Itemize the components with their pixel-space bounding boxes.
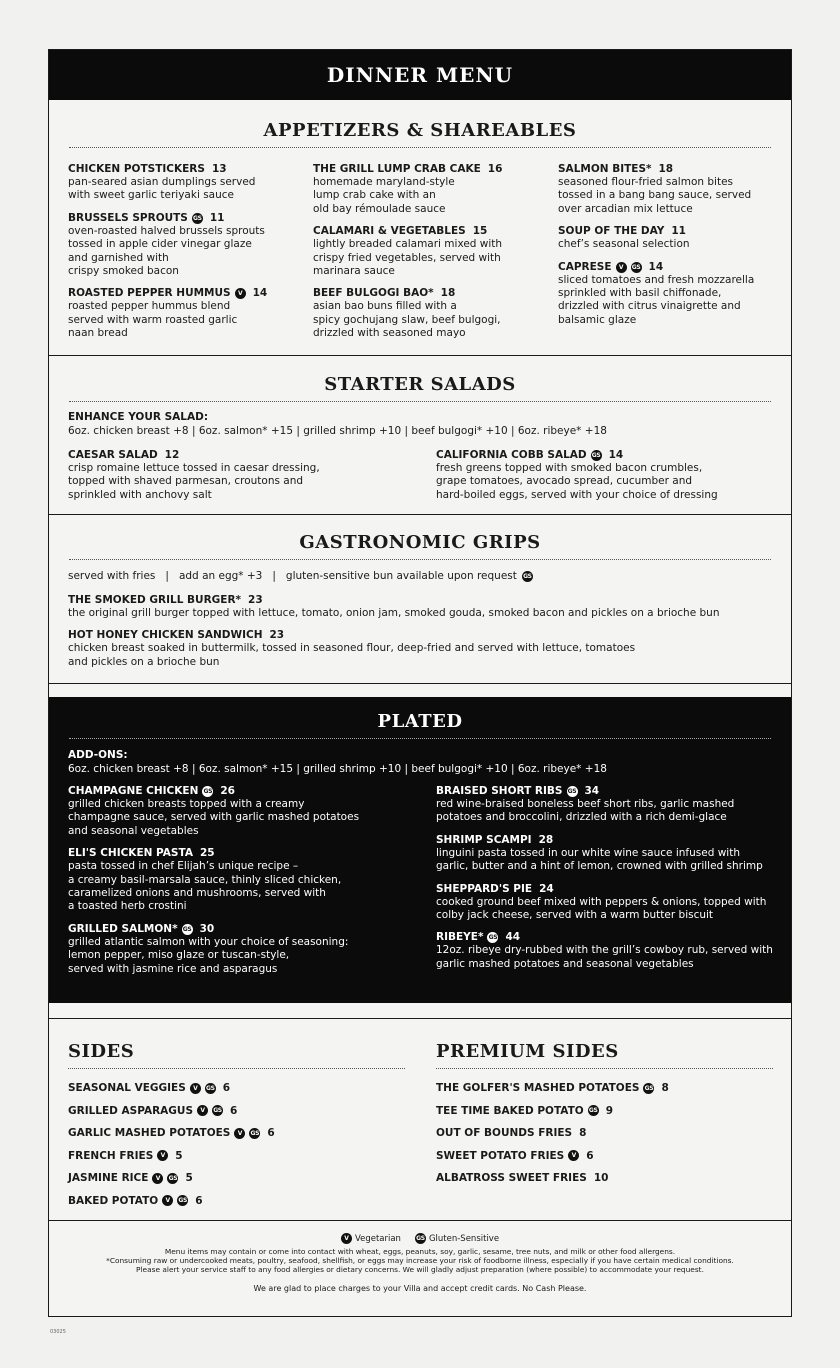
gluten-sensitive-icon: GS xyxy=(523,572,532,580)
menu-item-price: 12 xyxy=(164,449,180,461)
side-item-price: 6 xyxy=(195,1194,203,1207)
menu-item xyxy=(68,785,436,838)
menu-item-price: 23 xyxy=(269,629,285,642)
menu-item xyxy=(313,163,558,216)
section-divider xyxy=(49,355,791,356)
menu-item-name-row xyxy=(436,883,786,896)
gluten-sensitive-icon: GS xyxy=(178,1197,188,1205)
menu-item xyxy=(68,629,778,669)
menu-item-price: 14 xyxy=(608,449,624,461)
menu-item-name-row xyxy=(558,163,788,176)
menu-item xyxy=(558,225,788,251)
menu-item xyxy=(313,287,558,340)
menu-item-name: GRILLED SALMON* xyxy=(68,922,178,935)
grips-items xyxy=(68,594,778,678)
appetizers-section xyxy=(49,120,791,148)
menu-item-price: 26 xyxy=(220,785,235,797)
menu-item-name-row xyxy=(68,847,436,860)
gluten-sensitive-icon: GS xyxy=(644,1084,654,1092)
menu-item-name-row xyxy=(313,225,558,238)
menu-item-price: 24 xyxy=(539,882,554,895)
side-item-price: 9 xyxy=(605,1104,613,1117)
legend-vegetarian-label: Vegetarian xyxy=(354,1233,401,1244)
side-item-price: 8 xyxy=(661,1082,669,1095)
menu-item-price: 28 xyxy=(538,833,554,846)
side-item xyxy=(436,1077,773,1100)
side-item xyxy=(436,1167,773,1190)
section-divider xyxy=(49,1220,791,1221)
menu-item-price: 44 xyxy=(505,931,521,944)
menu-item-name: ELI'S CHICKEN PASTA xyxy=(68,847,193,860)
menu-item-name: CAPRESE xyxy=(558,260,612,273)
allergen-notice xyxy=(49,1248,791,1274)
vegetarian-icon: V xyxy=(616,262,627,273)
menu-item-name: CALIFORNIA COBB SALAD xyxy=(436,449,587,461)
side-item xyxy=(68,1100,405,1123)
side-item-name: BAKED POTATO xyxy=(68,1194,159,1207)
menu-item-description: grilled chicken breasts topped with a creamy champagne sauce, served with garlic mashed potatoes and seasonal vegetables xyxy=(68,798,360,837)
menu-item-price: 14 xyxy=(648,260,664,273)
menu-item-description: seasoned flour-fried salmon bites tossed in a bang bang sauce, served over arcadian mix lettuce xyxy=(558,176,752,215)
gluten-sensitive-icon: GS xyxy=(182,925,192,933)
menu-frame xyxy=(48,49,792,1317)
side-item xyxy=(68,1190,405,1213)
section-divider xyxy=(49,514,791,515)
menu-item xyxy=(68,847,436,914)
side-item-name: GARLIC MASHED POTATOES xyxy=(68,1127,231,1140)
menu-item-name-row xyxy=(436,449,786,462)
menu-item-name-row xyxy=(436,785,786,798)
menu-item-name: SALMON BITES* xyxy=(558,163,652,175)
allergen-text: Menu items may contain or come into contact with wheat, eggs, peanuts, soy, garlic, sesame, tree nuts, and milk or other food allergens. xyxy=(164,1247,676,1256)
divider-dotted xyxy=(436,1068,773,1069)
menu-item-description: the original grill burger topped with lettuce, tomato, onion jam, smoked gouda, smoked bacon and pickles on a brioche bun xyxy=(68,607,720,619)
menu-item-price: 11 xyxy=(209,211,225,224)
menu-item xyxy=(313,225,558,278)
menu-item-name: ROASTED PEPPER HUMMUS xyxy=(68,287,231,300)
menu-item-name-row xyxy=(558,261,788,274)
side-item-price: 6 xyxy=(586,1149,594,1162)
vegetarian-icon: V xyxy=(235,288,246,299)
menu-item-name: SHEPPARD'S PIE xyxy=(436,882,533,895)
menu-item-price: 13 xyxy=(211,163,227,175)
menu-footer xyxy=(49,1233,791,1293)
menu-item xyxy=(558,261,788,328)
grips-note-text: served with fries | add an egg* +3 | gluten-sensitive bun available upon request xyxy=(68,570,517,582)
gluten-sensitive-icon: GS xyxy=(588,1107,598,1115)
menu-item-name: HOT HONEY CHICKEN SANDWICH xyxy=(68,629,263,642)
side-item-name: JASMINE RICE xyxy=(68,1172,149,1185)
plated-title: PLATED xyxy=(377,711,463,732)
divider-dotted xyxy=(69,738,771,739)
vegetarian-icon: V xyxy=(157,1150,168,1161)
vegetarian-icon: V xyxy=(341,1233,352,1244)
menu-item-name-row xyxy=(68,629,778,642)
gluten-sensitive-icon: GS xyxy=(591,452,601,459)
grips-title: GASTRONOMIC GRIPS xyxy=(299,532,541,553)
menu-item-name-row xyxy=(68,287,313,300)
grips-section xyxy=(49,532,791,560)
side-item-price: 10 xyxy=(593,1172,609,1185)
menu-item-description: crisp romaine lettuce tossed in caesar dressing, topped with shaved parmesan, croutons and sprinkled with anchovy salt xyxy=(68,462,320,501)
menu-item-price: 25 xyxy=(199,847,215,860)
menu-item xyxy=(436,785,786,825)
payment-note: We are glad to place charges to your Villa and accept credit cards. No Cash Please. xyxy=(253,1284,587,1294)
side-item xyxy=(436,1122,773,1145)
menu-item-name-row xyxy=(313,163,558,176)
side-item xyxy=(68,1145,405,1168)
gluten-sensitive-icon: GS xyxy=(416,1235,425,1242)
menu-item-name-row xyxy=(313,287,558,300)
plated-col-2 xyxy=(436,785,786,985)
menu-item-description: cooked ground beef mixed with peppers & onions, topped with colby jack cheese, served with a warm butter biscuit xyxy=(436,895,767,922)
gluten-sensitive-icon: GS xyxy=(631,263,641,271)
appetizers-col-3 xyxy=(558,163,788,350)
menu-item-description: fresh greens topped with smoked bacon crumbles, grape tomatoes, avocado spread, cucumber and hard-boiled eggs, served with your choice of dressing xyxy=(436,462,718,501)
menu-item-name: SHRIMP SCAMPI xyxy=(436,833,532,846)
salads-col-1 xyxy=(68,449,436,511)
side-item-price: 5 xyxy=(185,1172,193,1185)
gluten-sensitive-icon: GS xyxy=(203,788,213,795)
sides-section xyxy=(68,1041,405,1212)
appetizers-col-2 xyxy=(313,163,558,350)
appetizers-columns xyxy=(68,163,788,350)
side-item-name: GRILLED ASPARAGUS xyxy=(68,1104,194,1117)
side-item-price: 6 xyxy=(222,1082,231,1095)
side-item-name: FRENCH FRIES xyxy=(68,1149,154,1162)
side-item-price: 8 xyxy=(579,1127,587,1140)
section-divider xyxy=(49,683,791,684)
menu-item xyxy=(436,931,786,971)
menu-item-name: CHAMPAGNE CHICKEN xyxy=(68,785,199,797)
salads-title: STARTER SALADS xyxy=(324,374,516,395)
menu-item-description: chicken breast soaked in buttermilk, tossed in seasoned flour, deep-fried and served with lettuce, tomatoes and pickles on a brioche bun xyxy=(68,642,636,668)
sides-title: SIDES xyxy=(68,1041,135,1062)
consumption-warning: *Consuming raw or undercooked meats, poultry, seafood, shellfish, or eggs may increase your risk of foodborne illness, especially if you have certain medical conditions. xyxy=(106,1255,734,1265)
menu-item-description: homemade maryland-style lump crab cake with an old bay rémoulade sauce xyxy=(313,176,455,215)
menu-item xyxy=(68,163,313,203)
menu-item-name: CAESAR SALAD xyxy=(68,449,158,461)
salads-col-2 xyxy=(436,449,786,511)
sides-list xyxy=(68,1077,405,1212)
grips-note xyxy=(68,570,533,582)
menu-item-description: pan-seared asian dumplings served with sweet garlic teriyaki sauce xyxy=(68,176,256,202)
vegetarian-icon: V xyxy=(162,1195,173,1206)
menu-title: DINNER MENU xyxy=(326,63,514,87)
vegetarian-icon: V xyxy=(197,1105,208,1116)
menu-item xyxy=(436,883,786,923)
menu-item-name-row xyxy=(68,212,313,225)
menu-code: 03025 xyxy=(50,1329,66,1335)
gluten-sensitive-icon: GS xyxy=(205,1084,215,1092)
menu-item xyxy=(436,834,786,874)
side-item-name: SEASONAL VEGGIES xyxy=(68,1082,186,1095)
gluten-sensitive-icon: GS xyxy=(250,1129,260,1137)
menu-item-name: THE GRILL LUMP CRAB CAKE xyxy=(313,163,481,175)
vegetarian-icon: V xyxy=(190,1083,201,1094)
gluten-sensitive-icon: GS xyxy=(193,214,202,222)
salad-enhance xyxy=(68,411,607,438)
side-item xyxy=(436,1100,773,1123)
salads-section xyxy=(49,374,791,402)
side-item xyxy=(68,1122,405,1145)
menu-item-name: CHICKEN POTSTICKERS xyxy=(68,163,205,175)
gluten-sensitive-icon: GS xyxy=(168,1174,178,1182)
enhance-options: 6oz. chicken breast +8 | 6oz. salmon* +15 | grilled shrimp +10 | beef bulgogi* +10 | 6oz. ribeye* +18 xyxy=(68,425,607,437)
plated-section xyxy=(49,697,791,1003)
menu-item-price: 30 xyxy=(199,922,215,935)
addons-label: ADD-ONS: xyxy=(68,749,128,761)
menu-item xyxy=(68,923,436,976)
menu-item-name-row xyxy=(436,834,786,847)
menu-item-description: chef’s seasonal selection xyxy=(558,238,690,251)
menu-item-description: 12oz. ribeye dry-rubbed with the grill’s cowboy rub, served with garlic mashed potatoes and seasonal vegetables xyxy=(436,944,773,970)
divider-dotted xyxy=(69,401,771,402)
appetizers-title: APPETIZERS & SHAREABLES xyxy=(263,120,577,141)
menu-item-description: oven-roasted halved brussels sprouts tossed in apple cider vinegar glaze and garnished with crispy smoked bacon xyxy=(68,224,265,278)
premium-sides-title: PREMIUM SIDES xyxy=(436,1041,619,1062)
menu-item-name-row xyxy=(436,931,786,944)
menu-item-price: 14 xyxy=(252,287,268,300)
divider-dotted xyxy=(68,1068,405,1069)
side-item-name: ALBATROSS SWEET FRIES xyxy=(436,1172,587,1185)
menu-item-name: SOUP OF THE DAY xyxy=(558,225,665,238)
gluten-sensitive-icon: GS xyxy=(488,934,498,942)
plated-addons xyxy=(68,749,607,776)
vegetarian-icon: V xyxy=(152,1173,163,1184)
menu-item-description: lightly breaded calamari mixed with crispy fried vegetables, served with marinara sauce xyxy=(313,238,503,278)
salads-columns xyxy=(68,449,786,511)
menu-item-name: BRUSSELS SPROUTS xyxy=(68,211,188,224)
menu-item-name-row xyxy=(68,163,313,176)
menu-item xyxy=(68,212,313,279)
side-item xyxy=(436,1145,773,1168)
menu-item-price: 15 xyxy=(472,225,488,238)
menu-item-name: RIBEYE* xyxy=(436,931,484,944)
side-item-price: 6 xyxy=(267,1127,275,1140)
menu-item-name-row xyxy=(68,785,436,798)
legend-gluten-sensitive-label: Gluten-Sensitive xyxy=(428,1233,500,1244)
menu-item xyxy=(68,594,778,620)
menu-item xyxy=(436,449,786,502)
addons-options: 6oz. chicken breast +8 | 6oz. salmon* +15 | grilled shrimp +10 | beef bulgogi* +10 | 6oz. ribeye* +18 xyxy=(68,763,607,775)
vegetarian-icon: V xyxy=(568,1150,579,1161)
plated-columns xyxy=(68,785,786,985)
menu-item-name-row xyxy=(558,225,788,238)
side-item-name: OUT OF BOUNDS FRIES xyxy=(436,1127,573,1140)
menu-item-description: sliced tomatoes and fresh mozzarella sprinkled with basil chiffonade, drizzled with citrus vinaigrette and balsamic glaze xyxy=(558,273,755,326)
side-item-price: 5 xyxy=(175,1149,183,1162)
menu-item-name: THE SMOKED GRILL BURGER* xyxy=(68,594,242,606)
menu-item-description: roasted pepper hummus blend served with warm roasted garlic naan bread xyxy=(68,300,238,340)
menu-item-description: grilled atlantic salmon with your choice of seasoning: lemon pepper, miso glaze or tuscan-style, served with jasmine rice and asparagus xyxy=(68,935,349,975)
legend xyxy=(49,1233,791,1244)
menu-item xyxy=(558,163,788,216)
plated-col-1 xyxy=(68,785,436,985)
menu-item xyxy=(68,449,436,502)
side-item xyxy=(68,1167,405,1190)
menu-item-price: 18 xyxy=(440,287,456,300)
menu-item-name-row xyxy=(68,594,778,607)
menu-item-price: 16 xyxy=(487,163,503,175)
menu-item-price: 34 xyxy=(584,785,600,797)
divider-dotted xyxy=(69,559,771,560)
menu-item-price: 11 xyxy=(671,225,686,238)
menu-item-name-row xyxy=(68,923,436,936)
enhance-label: ENHANCE YOUR SALAD: xyxy=(68,411,209,423)
menu-item-description: red wine-braised boneless beef short ribs, garlic mashed potatoes and broccolini, drizzled with a rich demi-glace xyxy=(436,798,735,824)
menu-item-name: BRAISED SHORT RIBS xyxy=(436,785,563,797)
side-item-name: SWEET POTATO FRIES xyxy=(436,1149,565,1162)
menu-item-name: BEEF BULGOGI BAO* xyxy=(313,287,434,300)
menu-item-description: linguini pasta tossed in our white wine sauce infused with garlic, butter and a hint of lemon, crowned with grilled shrimp xyxy=(436,846,763,873)
legend-gluten-sensitive xyxy=(415,1233,499,1244)
allergy-alert-text: Please alert your service staff to any food allergies or dietary concerns. We will gladly adjust preparation (where possible) to accommodate your request. xyxy=(136,1264,704,1274)
gluten-sensitive-icon: GS xyxy=(567,788,577,795)
section-divider xyxy=(49,1018,791,1019)
side-item-price: 6 xyxy=(230,1104,238,1117)
divider-dotted xyxy=(69,147,771,148)
menu-item-description: pasta tossed in chef Elijah’s unique recipe – a creamy basil-marsala sauce, thinly sliced chicken, caramelized onions and mushrooms, served with a toasted herb crostini xyxy=(68,860,342,913)
vegetarian-icon: V xyxy=(234,1128,245,1139)
menu-item-price: 23 xyxy=(248,594,263,606)
menu-item xyxy=(68,287,313,340)
menu-item-name-row xyxy=(68,449,436,462)
menu-item-name: CALAMARI & VEGETABLES xyxy=(313,225,466,238)
premium-sides-list xyxy=(436,1077,773,1190)
menu-item-price: 18 xyxy=(658,163,674,175)
appetizers-col-1 xyxy=(68,163,313,350)
menu-item-description: asian bao buns filled with a spicy gochujang slaw, beef bulgogi, drizzled with seasoned mayo xyxy=(313,300,501,340)
side-item xyxy=(68,1077,405,1100)
side-item-name: THE GOLFER'S MASHED POTATOES xyxy=(436,1082,640,1095)
gluten-sensitive-icon: GS xyxy=(213,1107,222,1115)
side-item-name: TEE TIME BAKED POTATO xyxy=(436,1104,584,1117)
legend-vegetarian xyxy=(341,1233,401,1244)
premium-sides-section xyxy=(436,1041,773,1190)
menu-header-bar xyxy=(49,50,791,100)
